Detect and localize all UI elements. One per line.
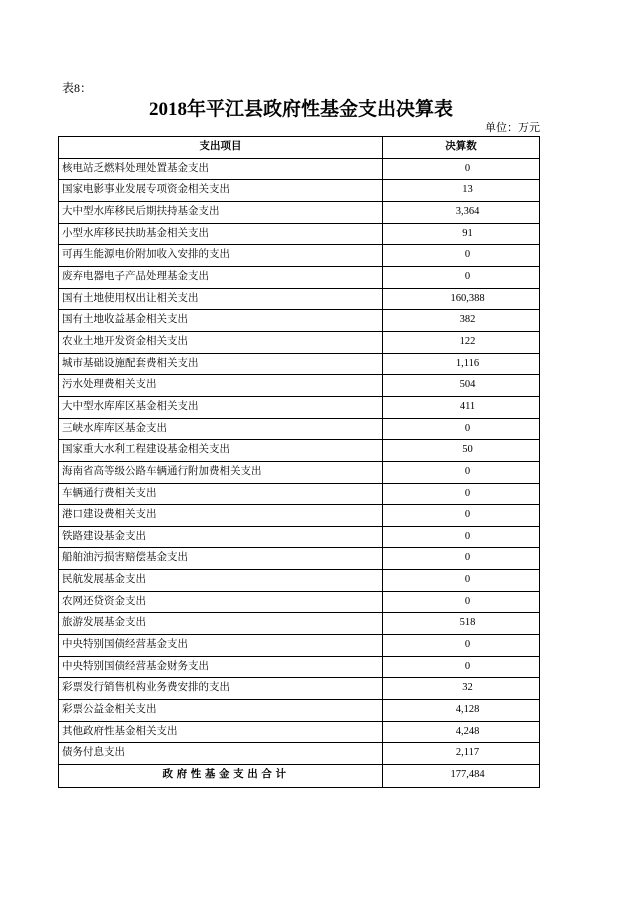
row-amount: 518 [459, 617, 476, 629]
row-amount: 3,364 [455, 205, 480, 217]
total-value: 177,484 [450, 769, 485, 781]
row-amount: 0 [464, 639, 471, 651]
row-amount: 0 [464, 660, 471, 672]
row-amount: 0 [464, 509, 471, 521]
row-amount: 13 [462, 184, 473, 196]
row-amount: 32 [462, 682, 473, 694]
table-row [59, 570, 539, 592]
row-item-name: 彩票发行销售机构业务费安排的支出 [59, 678, 383, 699]
row-amount: 122 [459, 335, 476, 347]
row-amount: 4,248 [455, 725, 480, 737]
row-amount: 0 [464, 422, 471, 434]
row-item-name: 港口建设费相关支出 [59, 505, 383, 526]
row-item-name: 中央特别国债经营基金支出 [59, 635, 383, 656]
table-row [59, 613, 539, 635]
row-item-name: 彩票公益金相关支出 [59, 700, 383, 721]
row-item-name: 大中型水库库区基金相关支出 [59, 397, 383, 418]
row-item-name: 国家重大水利工程建设基金相关支出 [59, 440, 383, 461]
row-amount: 0 [464, 530, 471, 542]
expenditure-table [58, 136, 540, 788]
row-item-name: 核电站乏燃料处理处置基金支出 [59, 159, 383, 180]
row-amount: 0 [464, 595, 471, 607]
column-header-item: 支出项目 [59, 137, 383, 158]
table-header-row [59, 137, 539, 159]
table-row [59, 310, 539, 332]
row-item-name: 大中型水库移民后期扶持基金支出 [59, 202, 383, 223]
unit-label: 单位：万元 [485, 122, 540, 134]
table-row [59, 592, 539, 614]
row-amount: 1,116 [455, 357, 480, 369]
row-amount: 504 [459, 379, 476, 391]
row-amount: 0 [464, 270, 471, 282]
row-amount: 50 [462, 444, 473, 456]
column-header-value: 决算数 [445, 141, 477, 152]
row-item-name: 旅游发展基金支出 [59, 613, 383, 634]
row-amount: 0 [464, 552, 471, 564]
total-label: 政 府 性 基 金 支 出 合 计 [59, 765, 383, 787]
table-row [59, 397, 539, 419]
table-row [59, 548, 539, 570]
table-row [59, 635, 539, 657]
row-amount: 160,388 [450, 292, 485, 304]
table-row [59, 202, 539, 224]
row-item-name: 中央特别国债经营基金财务支出 [59, 657, 383, 678]
table-row [59, 722, 539, 744]
table-row [59, 180, 539, 202]
row-item-name: 债务付息支出 [59, 743, 383, 764]
page-title: 2018年平江县政府性基金支出决算表 [148, 99, 453, 120]
table-row [59, 375, 539, 397]
row-item-name: 污水处理费相关支出 [59, 375, 383, 396]
table-row [59, 267, 539, 289]
table-row [59, 245, 539, 267]
row-item-name: 其他政府性基金相关支出 [59, 722, 383, 743]
row-amount: 0 [464, 162, 471, 174]
table-row [59, 289, 539, 311]
table-row [59, 678, 539, 700]
table-row [59, 419, 539, 441]
row-item-name: 船舶油污损害赔偿基金支出 [59, 548, 383, 569]
row-item-name: 国有土地使用权出让相关支出 [59, 289, 383, 310]
row-amount: 91 [462, 227, 473, 239]
table-row [59, 743, 539, 765]
row-item-name: 农网还贷资金支出 [59, 592, 383, 613]
row-item-name: 农业土地开发资金相关支出 [59, 332, 383, 353]
table-number-label: 表8： [62, 81, 93, 95]
table-row [59, 224, 539, 246]
table-row [59, 657, 539, 679]
row-amount: 411 [459, 400, 476, 412]
table-row [59, 700, 539, 722]
row-amount: 4,128 [455, 704, 480, 716]
row-amount: 0 [464, 249, 471, 261]
row-item-name: 国家电影事业发展专项资金相关支出 [59, 180, 383, 201]
row-amount: 0 [464, 487, 471, 499]
table-row [59, 527, 539, 549]
row-item-name: 铁路建设基金支出 [59, 527, 383, 548]
row-amount: 2,117 [455, 747, 480, 759]
table-row [59, 484, 539, 506]
row-item-name: 三峡水库库区基金支出 [59, 419, 383, 440]
row-item-name: 国有土地收益基金相关支出 [59, 310, 383, 331]
table-row [59, 332, 539, 354]
row-item-name: 小型水库移民扶助基金相关支出 [59, 224, 383, 245]
row-item-name: 车辆通行费相关支出 [59, 484, 383, 505]
table-row [59, 440, 539, 462]
row-amount: 0 [464, 574, 471, 586]
table-row [59, 354, 539, 376]
row-item-name: 可再生能源电价附加收入安排的支出 [59, 245, 383, 266]
table-row [59, 505, 539, 527]
table-row [59, 159, 539, 181]
table-row [59, 462, 539, 484]
row-item-name: 海南省高等级公路车辆通行附加费相关支出 [59, 462, 383, 483]
row-item-name: 废弃电器电子产品处理基金支出 [59, 267, 383, 288]
row-item-name: 城市基础设施配套费相关支出 [59, 354, 383, 375]
row-amount: 0 [464, 465, 471, 477]
row-amount: 382 [459, 314, 476, 326]
row-item-name: 民航发展基金支出 [59, 570, 383, 591]
table-total-row [59, 765, 539, 787]
